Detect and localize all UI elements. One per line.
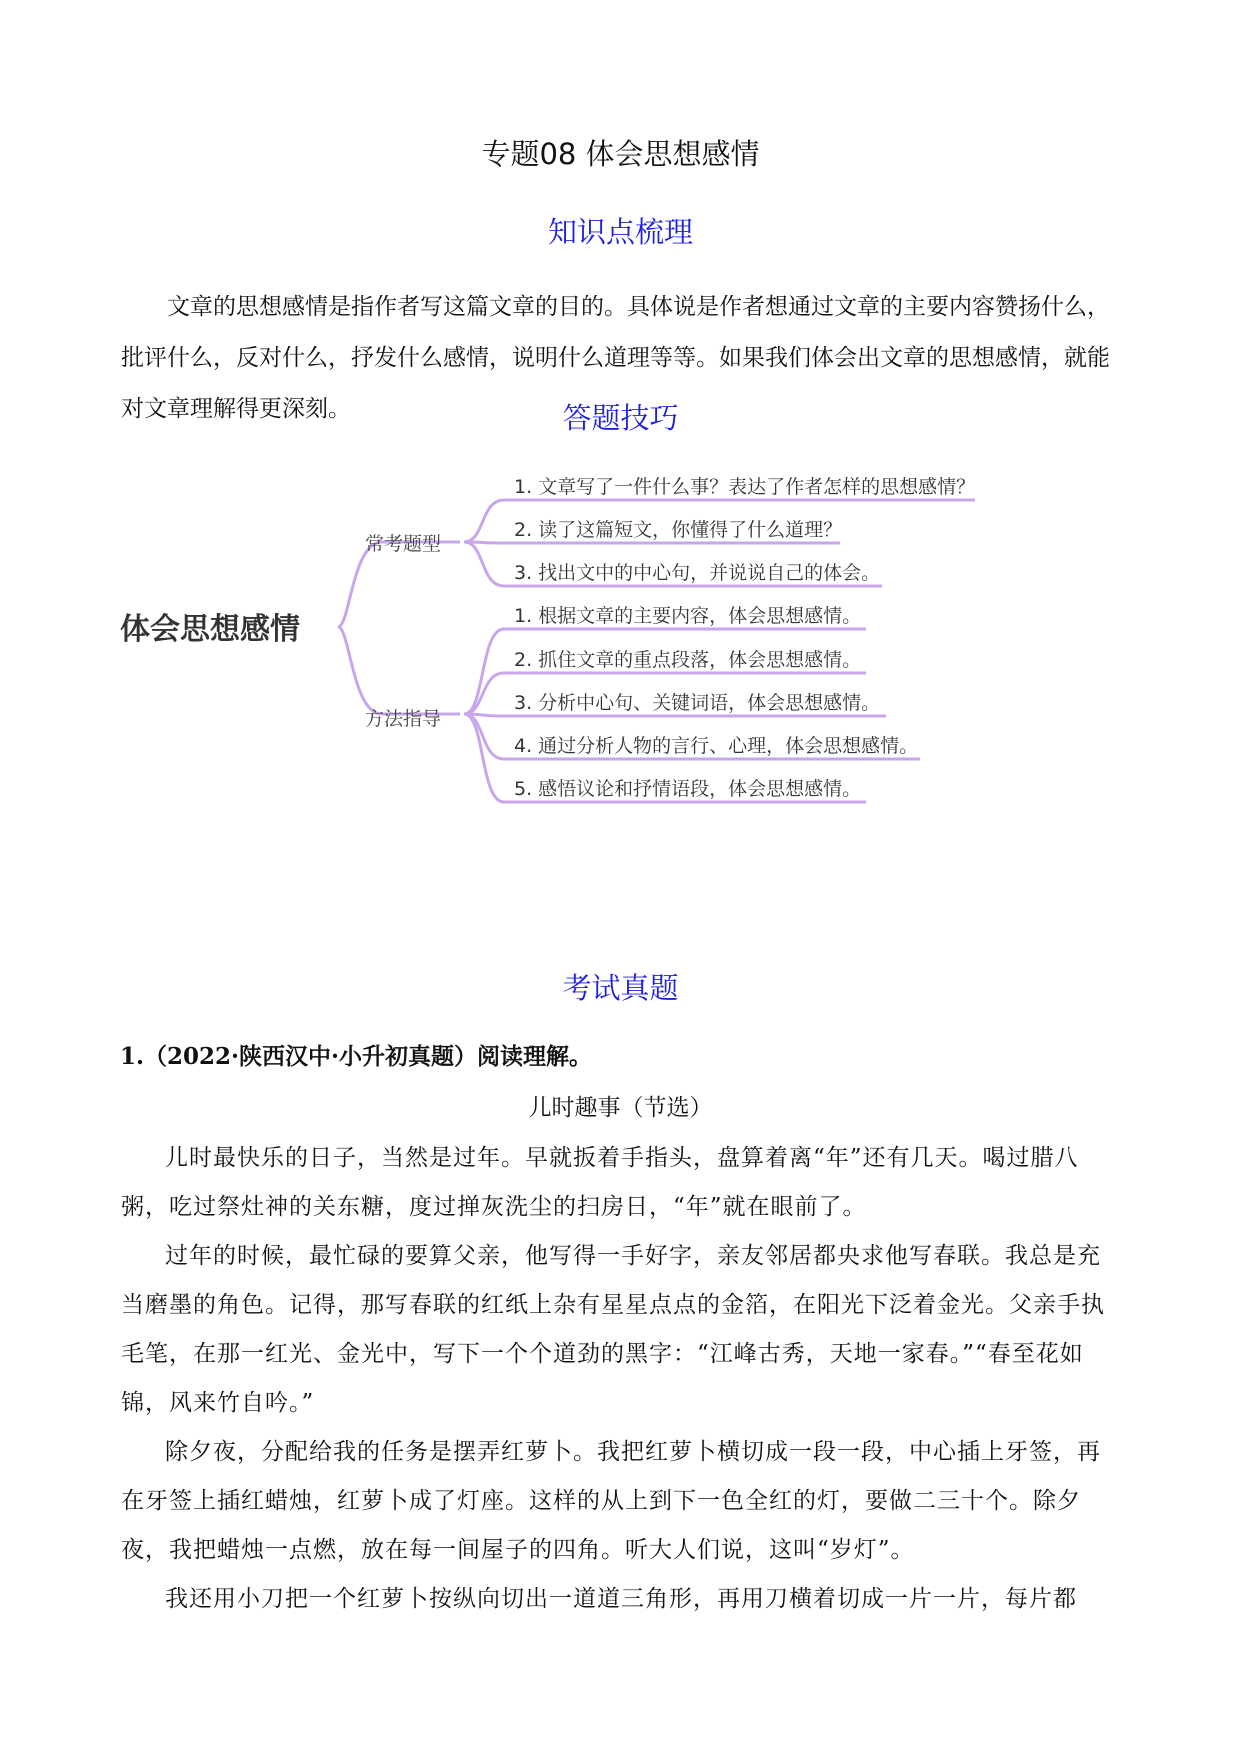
mindmap-branch-methods: 方法指导 <box>365 708 442 730</box>
passage-paragraph: 除夕夜，分配给我的任务是摆弄红萝卜。我把红萝卜横切成一段一段，中心插上牙签，再在牙签上插红蜡烛，红萝卜成了灯座。这样的从上到下一色全红的灯，要做二三十个。除夕夜，我把蜡烛一点燃，放在每一间屋子的四角。听大人们说，这叫“岁灯”。 <box>121 1439 1101 1563</box>
passage-paragraph: 我还用小刀把一个红萝卜按纵向切出一道道三角形，再用刀横着切成一片一片，每片都 <box>165 1586 1077 1612</box>
mindmap-connector-4 <box>464 542 840 543</box>
mindmap-leaf: 3. 分析中心句、关键词语，体会思想感情。 <box>514 692 881 714</box>
mindmap <box>120 476 1120 914</box>
mindmap-leaf: 5. 感悟议论和抒情语段，体会思想感情。 <box>514 778 862 800</box>
mindmap-leaf: 4. 通过分析人物的言行、心理，体会思想感情。 <box>514 735 919 757</box>
passage <box>121 1134 1121 1624</box>
mindmap-leaf: 1. 根据文章的主要内容，体会思想感情。 <box>514 605 862 627</box>
mindmap-branch-exam-types: 常考题型 <box>365 533 442 555</box>
page-title: 专题08 体会思想感情 <box>481 137 760 171</box>
passage-paragraph: 儿时最快乐的日子，当然是过年。早就扳着手指头，盘算着离“年”还有几天。喝过腊八粥，吃过祭灶神的关东糖，度过掸灰洗尘的扫房日，“年”就在眼前了。 <box>121 1145 1079 1220</box>
passage-title: 儿时趣事（节选） <box>528 1095 713 1121</box>
mindmap-leaf: 3. 找出文中的中心句，并说说自己的体会。 <box>514 562 881 584</box>
mindmap-leaf: 2. 读了这篇短文，你懂得了什么道理？ <box>514 519 843 541</box>
exam-heading: 考试真题 <box>562 971 679 1005</box>
mindmap-leaf: 2. 抓住文章的重点段落，体会思想感情。 <box>514 649 862 671</box>
mindmap-leaf: 1. 文章写了一件什么事？表达了作者怎样的思想感情？ <box>514 476 976 498</box>
mindmap-connector-8 <box>464 714 886 716</box>
mindmap-diagram <box>120 476 1120 910</box>
passage-paragraph: 过年的时候，最忙碌的要算父亲，他写得一手好字，亲友邻居都央求他写春联。我总是充当磨墨的角色。记得，那写春联的红纸上杂有星星点点的金箔，在阳光下泛着金光。父亲手执毛笔，在那一红光、金光中，写下一个个道劲的黑字：“江峰古秀，天地一家春。”“春至花如锦，风来竹自吟。” <box>121 1243 1105 1416</box>
question-label: 1.（2022·陕西汉中·小升初真题）阅读理解。 <box>120 1043 593 1070</box>
mindmap-root: 体会思想感情 <box>120 612 300 647</box>
skills-heading: 答题技巧 <box>562 401 679 435</box>
knowledge-heading: 知识点梳理 <box>547 215 693 249</box>
mindmap-connector-2 <box>338 627 460 714</box>
intro-paragraph: 文章的思想感情是指作者写这篇文章的目的。具体说是作者想通过文章的主要内容赞扬什么，批评什么，反对什么，抒发什么感情，说明什么道理等等。如果我们体会出文章的思想感情，就能对文章理解得更深刻。 <box>121 294 1110 422</box>
